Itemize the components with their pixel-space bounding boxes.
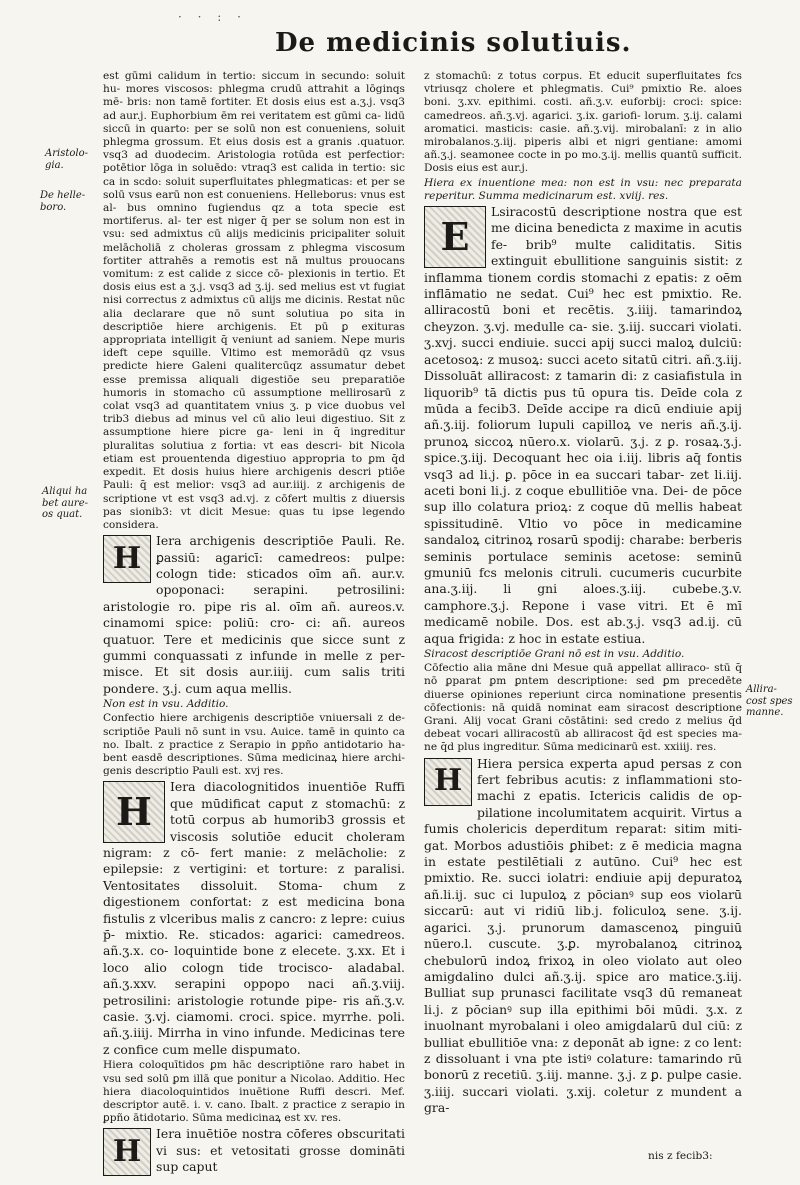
left-section-inventione-nostra <box>103 1126 405 1175</box>
decorated-initial-h: H <box>103 535 151 583</box>
left-paragraph-5: Iera diacolognitidos inuentiōe Ruffi que mūdificat caput z stomachū: z totū corpus ab humorib3 grossis et viscosis solutiōe educit choleram nigram: z cō‑ fert manie: z melācholie: z epilepsie: z vertigini: et torture: z paralisi. Ventositates dissoluit. Stoma‑ chum z digestionem confortat: z est medicina bona fistulis z vlceribus malis z cancro: z lepre: cuius p̄‑ mixtio. Re. sticados: agarici: camedreos. añ.ʒ.x. co‑ loquintide bone z elecete. ʒ.xx. Et i loco alio cologn tide trocisco‑ aladabal. añ.ʒ.xxv. serapini oppopo naci añ.ʒ.viij. petrosilini: aristologie rotunde pipe‑ ris añ.ʒ.v. casie. ʒ.vj. ciamomi. croci. spice. myrrhe. poli. añ.ʒ.iiij. Mirrha in vino infunde. Medicinas tere z confice cum melle dispumato. <box>103 779 405 1057</box>
left-paragraph-3: Non est in vsu. Additio. <box>103 698 229 711</box>
right-paragraph-2: Hiera ex inuentione mea: non est in vsu: nec preparata reperitur. Summa medicinarum est. xviij. res. <box>424 176 742 202</box>
decorated-initial-h: H <box>103 781 165 843</box>
right-section-siracostum <box>424 204 742 647</box>
left-paragraph-2: Iera archigenis descriptiōe Pauli. Re. ꝑassiū: agaricī: camedreos: pulpe: cologn tide: sticados oīm añ. aur.v. opoponaci: serapini. petrosilini: aristologie ro. pipe ris al. oīm añ. aureos.v. cinamomi spice: poliū: cro‑ ci: añ. aureos quatuor. Tere et medicinis que sicce sunt z gummi conquassati z infunde in melle z per‑ misce. Et sit dosis aur.iiij. cum salis triti pondere. ʒ.j. cum aqua mellis. <box>103 533 405 696</box>
right-paragraph-5: Cōfectio alia māne dni Mesue quā appellat alliraco‑ stū q̄ nō ꝑparat ꝑm ꝑntem descriptione: sed ꝑm precedēte diuerse opiniones reperiunt circa nominatione presentis cōfectionis: nā quidā nominat eam siracost descriptione Grani. Alij vocat Grani cōstātini: sed credo z melius q̄d debeat vocari alliracostū ab alliracost q̄d est species ma‑ ne q̄d plus ingreditur. Sūma medicinarū est. xxiiij. res. <box>424 662 742 754</box>
margin-note-aliqui: Aliqui ha bet aure‑ os quat. <box>42 486 88 520</box>
left-paragraph-6: Hiera coloquītidos ꝑm hāc descriptiōne raro habet in vsu sed solū ꝑm illā que ponitur a Nicolao. Additio. Hec hiera diacoloquintidos inuētione Ruffi descri. Mef. descriptor autē. i. v. cano. Ibalt. z practice z serapio in ꝑpño ātidotario. Sūma medicinaꝝ est xv. res. <box>103 1059 405 1125</box>
left-paragraph-1: est gūmi calidum in tertio: siccum in secundo: soluit hu‑ mores viscosos: phlegma crudū attrahit a lōginqs mē‑ bris: non tamē fortiter. Et dosis eius est a.ʒ.j. vsq3 ad aur.j. Euphorbium ēm rei veritatem est gūmi ca‑ lidū siccū in quarto: per se solū non est conueniens, soluit phlegma grossum. Et eius dosis est a granis .quatuor. vsq3 ad duodecim. Aristologia rotūda est perfectior: potētior lōga in soluēdo: vtraq3 est calida in tertio: sic ca in scdo: soluit superfluitates phlegmaticas: et per se solū vsus earū non est conueniens. Helleborus: vnus est al‑ bus omnino fugiendus qz a tota specie est mortiferus. al‑ ter est niger q̄ per se solum non est in vsu: sed admixtus cū alijs medicinis pricipaliter soluit melācholiā z choleras grossam z phlegma viscosum fortiter attrahēs a remotis est nā multus prouocans vomitum: z est calide z sicce cō‑ plexionis in tertio. Et dosis eius est a ʒ.j. vsq3 ad ʒ.ij. sed melius est vt fugiat nisi correctus z admixtus cū alijs me dicinis. Restat nūc alia declarare que nō sunt solutiua po sita in descriptiōe hiere archigenis. Et pū ꝑ exituras appropriata intelligit q̄ veniunt ad saniem. Nepe muris ideft cepe squille. Vltimo est memorādū qz vsus predicte hiere Galeni qualitercūqz assumatur debet esse premissa aliquali digestiōe seu preparatiōe humoris in stomacho cū assumptione mellirosarū z colat vsq3 ad quantitatem vnius ʒ. p vice duobus vel trib3 diebus ad minus vel cū alio leui digestiuo. Sit z assumptione hiere picre ga‑ leni in q̄ ingreditur pluralitas solutiua z fortia: vt eas descri‑ bit Nicola etiam est prouentenda digestiuo appropria to ꝑm q̄d expedit. Et dosis huius hiere archigenis descri ptiōe Pauli: q̄ est melior: vsq3 ad aur.iiij. z archigenis de scriptione vt est vsq3 ad.vj. z cōfert multis z diuersis pas sionib3: vt dicit Mesue: quas tu ipse legendo considera. <box>103 70 405 531</box>
margin-note-helleboro: De helle‑ boro. <box>40 190 86 213</box>
decorated-initial-h: H <box>103 1128 151 1176</box>
margin-note-allira: Allira‑ cost spes manne. <box>746 684 793 718</box>
left-column <box>103 70 405 1175</box>
decorated-initial-e: E <box>424 206 486 268</box>
decorated-initial-h: H <box>424 758 472 806</box>
left-section-hiera-archigenis <box>103 533 405 697</box>
running-title: De medicinis solutiuis. <box>275 28 632 58</box>
left-paragraph-4: Confectio hiere archigenis descriptiōe vniuersali z de‑ scriptiōe Pauli nō sunt in vsu. Auice. tamē in quinto ca no. Ibalt. z practice z Serapio in ꝑpño antidotario ha‑ bent easdē descriptiones. Sūma medicinaꝝ hiere archi‑ genis descriptio Pauli est. xvj res. <box>103 712 405 778</box>
left-paragraph-7: Iera inuētiōe nostra cōferes obscuritati vi sus: et vetositati grosse domināti sup caput <box>156 1126 405 1175</box>
top-marks: · · : · <box>178 10 247 24</box>
right-paragraph-6: Hiera persica experta apud persas z con fert febribus acutis: z inflammationi sto‑ machi z epatis. Ictericis calidis de op‑ pilatione incolumitatem acquirit. Virtus a fumis cholericis deperditum reparat: sitim miti‑ gat. Morbos adustiōis ꝑhibet: z ē medicia magna in estate pestilētiali z autūno. Cui⁹ hec est pmixtio. Re. succi iolatri: endiuie apij depuratoꝝ añ.li.ij. suc ci lupuloꝝ z pōcianꝰ sup eos violarū siccarū: aut vi ridiū lib.j. foliculoꝝ sene. ʒ.ij. agarici. ʒ.j. prunorum damascenoꝝ pinguiū nūero.l. cuscute. ʒ.ꝑ. myrobalanoꝝ citrinoꝝ chebulorū indoꝝ frixoꝝ in oleo violato aut oleo amigdalino dulci añ.ʒ.ij. spice aro matice.ʒ.iij. Bulliat sup prunasci facilitate vsq3 dū remaneat li.j. z pōcianꝰ sup illa epithimi bōi mūdi. ʒ.x. z inuolnant myrobalani i oleo amigdalarū dul ciū: z bulliat ebullitiōe vna: z deponāt ab igne: z co lent: z dissoluant i vna pte istiꝰ colature: tamarindo rū bonorū z recetiū. ʒ.iij. manne. ʒ.j. z ꝑ. pulpe casie. ʒ.iiij. succari violati. ʒ.xij. coletur z mundent a gra‑ <box>424 755 742 1116</box>
catchword: nis z fecib3: <box>648 1150 713 1162</box>
right-column <box>424 70 742 1155</box>
right-section-hiera-persica <box>424 756 742 1117</box>
right-paragraph-4: Siracost descriptiōe Grani nō est in vsu. Additio. <box>424 648 685 660</box>
margin-note-aristologia: Aristolo‑ gia. <box>45 148 88 171</box>
right-paragraph-3: Lsiracostū descriptione nostra que est me dicina benedicta z maxime in acutis fe‑ brib⁹ multe caliditatis. Sitis extinguit ebullitione sanguinis sistit: z inflamma tionem cordis stomachi z epatis: z oēm inflāmatio ne sedat. Cui⁹ hec est pmixtio. Re. alliracostū boni et recētis. ʒ.iiij. tamarindoꝝ cheyzon. ʒ.vj. medulle ca‑ sie. ʒ.iij. succari violati. ʒ.xvj. succi endiuie. succi apij succi maloꝝ dulciū: acetosoꝝ: z musoꝝ: succi aceto sitatū citri. añ.ʒ.iij. Dissoluāt alliracost: z tamarin di: z casiafistula in liquorib⁹ tā dictis pus tū opura tis. Deīde cola z mūda a fecib3. Deīde accipe ra dicū endiuie apij añ.ʒ.iij. foliorum lupuli capilloꝝ ve neris añ.ʒ.ij. prunoꝝ siccoꝝ nūero.x. violarū. ʒ.j. z ꝑ. rosaꝝ.ʒ.j. spice.ʒ.iij. Decoquant hec oia i.iij. libris aq̄ fontis vsq3 ad li.j. ꝑ. pōce in ea succari tabar‑ zet li.iij. aceti boni li.j. z coque ebullitiōe vna. Dei‑ de pōce sup illo colatura prioꝝ: z coque dū mellis habeat spissitudinē. Vltio vo pōce in medicamine sandaloꝝ citrinoꝝ rosarū spodij: charabe: berberis seminis portulace seminis acetose: seminū gmuniū fcs melonis citruli. cucumeris cucurbite ana.ʒ.iij. li gni aloes.ʒ.iij. cubebe.ʒ.v. camphore.ʒ.j. Repone i vase vitri. Et ē mī medicamē nobile. Dos. est ab.ʒ.j. vsq3 ad.ij. cū aqua frigida: z hoc in estate estiua. <box>424 204 742 646</box>
left-section-diacolognitidos <box>103 779 405 1058</box>
right-paragraph-1: z stomachū: z totus corpus. Et educit superfluitates fcs vtriusqz cholere et phlegmatis. Cui⁹ pmixtio Re. aloes boni. ʒ.xv. epithimi. costi. añ.ʒ.v. euforbij: croci: spice: camedreos. añ.ʒ.vj. agarici. ʒ.ix. gariofi‑ lorum. ʒ.ij. calami aromatici. masticis: casie. añ.ʒ.vij. mirobalanī: z in alio mirobalanos.ʒ.iij. piperis albi et nigri gentiane: amomi añ.ʒ.j. seamonee cocte in po mo.ʒ.ij. mellis quantū sufficit. Dosis eius est aur.j. <box>424 70 742 175</box>
